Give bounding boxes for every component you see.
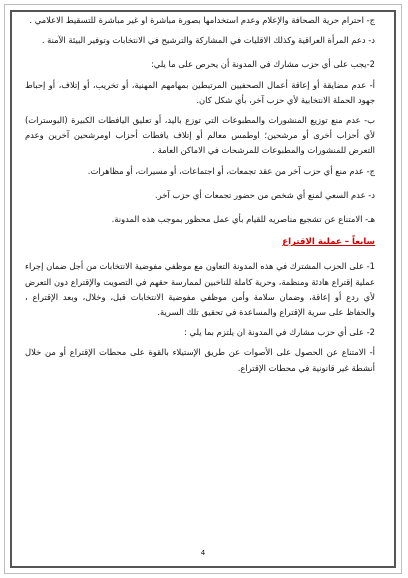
document-body [25, 13, 375, 381]
paragraph-d-women-minorities: د- دعم المرأة العراقية وكذلك الاقليات في المشاركة والترشيح في الانتخابات وتوفير البيئة الآمنة . [41, 35, 375, 46]
paragraph-d-no-preventing-attendance: د- عدم السعي لمنع أي شخص من حضور تجمعات أي حزب آخر. [154, 189, 375, 200]
page-number: 4 [200, 549, 206, 557]
paragraph-a-no-harassment: أ- عدم مضايقة أو إعاقة أعمال الصحفيين المرتبطين بمهامهم المهنية، أو تخريب، أو إتلاف، أو إحباط جهود الحملة الانتخابية لأي حزب آخر، بأي شكل كان. [25, 79, 375, 105]
section-heading-voting-process: سابعاً – عملية الاقتراع [282, 237, 375, 248]
paragraph-a-no-forced-seizure: أ- الامتناع عن الحصول على الأصوات عن طريق الإستيلاء بالقوة على محطات الإقتراع أو من خلال أنشطة غير قانونية في محطات الإقتراع. [25, 347, 375, 373]
paragraph-c-press-freedom: ج- احترام حرية الصحافة والإعلام وعدم استخدامها بصورة مباشرة او غير مباشرة للتسقيط الاعلامي . [29, 15, 375, 25]
paragraph-b-no-poster-obstruction: ب- عدم منع توزيع المنشورات والمطبوعات التي توزع باليد، أو تعليق اليافطات الكبيرة (البوسترات) لأي أحزاب أخرى أو مرشحين؛ اوطمس معالم أو إتلاف يافطات أحزاب اومرشحين آخرين وعدم التعرض للمنشورات والمطبوعات للمرشحات في الاماكن العامة . [25, 115, 375, 156]
paragraph-2-party-obligations: 2-يجب على أي حزب مشارك في المدونة أن يحرص على ما يلي: [150, 59, 375, 70]
paragraph-e-no-encouraging-violations: هـ- الامتناع عن تشجيع مناصريه للقيام بأي عمل محظور بموجب هذه المدونة. [111, 214, 375, 225]
paragraph-c-no-blocking-rallies: ج- عدم منع أي حزب آخر من عقد تجمعات، أو اجتماعات، أو مسيرات، أو مظاهرات. [87, 165, 375, 176]
document-page [4, 4, 402, 574]
paragraph-1-cooperation-commission: 1- على الحزب المشترك في هذه المدونة التعاون مع موظفي مفوضية الانتخابات من أجل ضمان إجراء عملية إقتراع هادئة ومنظمة، وحرية كاملة للناخبين لممارسة حقهم في التصويت والإقتراع دون التعرض لأي ردع أو إعاقة، وضمان سلامة وأمن موظفي مفوضية الانتخابات قبل، وخلال، وبعد الإقتراع ، والحفاظ على سرية الإقتراع والمساعدة في تحقيق تلك السرية. [25, 261, 375, 318]
paragraph-2-party-commitments: 2- على أي حزب مشارك في المدونة ان يلتزم بما يلي : [184, 327, 375, 338]
